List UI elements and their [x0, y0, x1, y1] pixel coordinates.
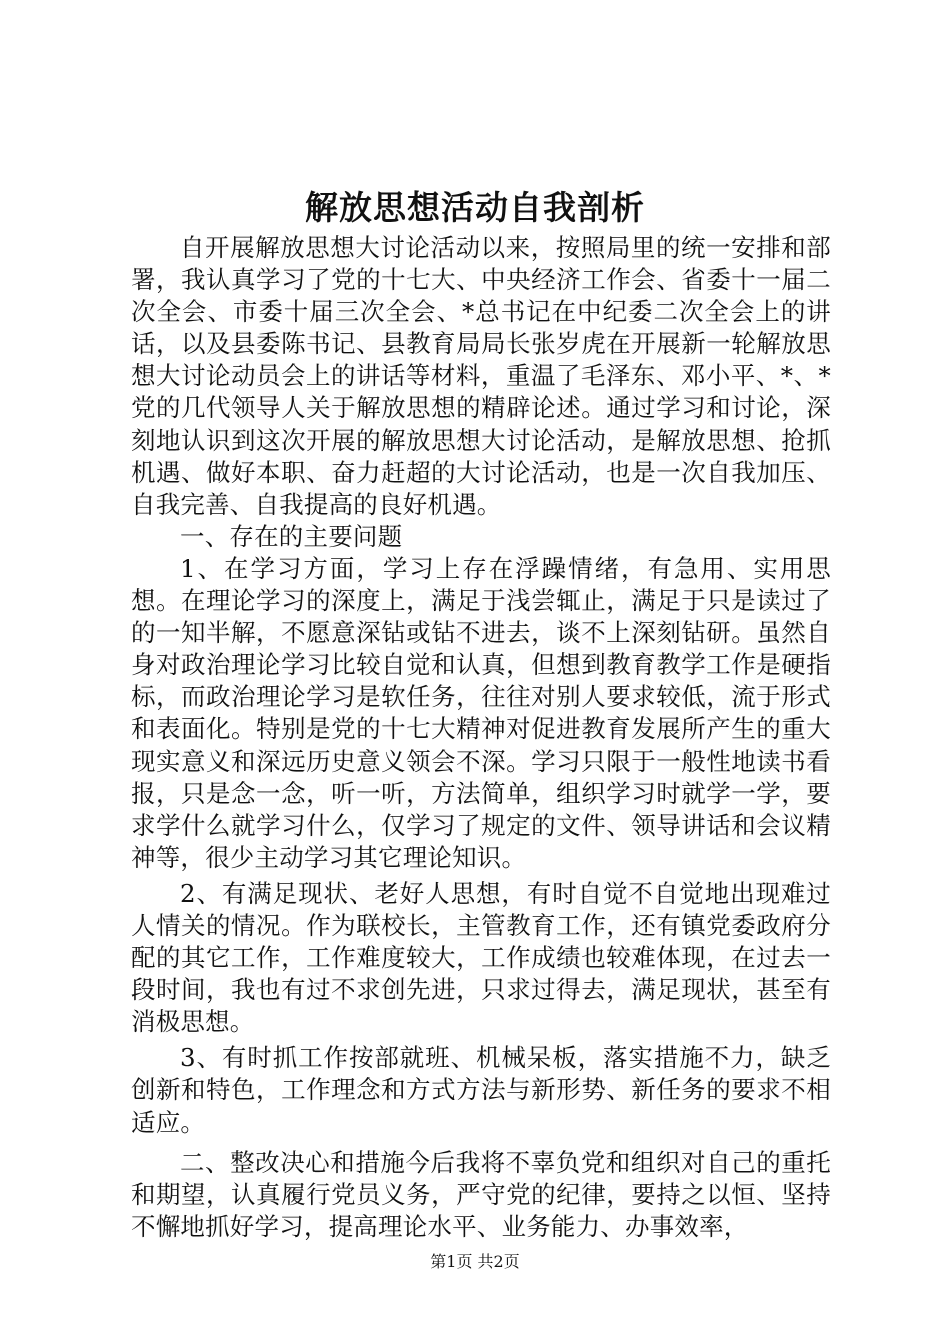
problem-paragraph-1: 1、在学习方面，学习上存在浮躁情绪，有急用、实用思想。在理论学习的深度上，满足于浅尝辄止，满足于只是读过了的一知半解，不愿意深钻或钻不进去，谈不上深刻钻研。虽然自身对政治理论学习比较自觉和认真，但想到教育教学工作是硬指标，而政治理论学习是软任务，往往对别人要求较低，流于形式和表面化。特别是党的十七大精神对促进教育发展所产生的重大现实意义和深远历史意义领会不深。学习只限于一般性地读书看报，只是念一念，听一听，方法简单，组织学习时就学一学，要求学什么就学习什么，仅学习了规定的文件、领导讲话和会议精神等，很少主动学习其它理论知识。: [131, 553, 831, 872]
page-indicator: 第1页 共2页: [430, 1252, 520, 1271]
problem-paragraph-3: 3、有时抓工作按部就班、机械呆板，落实措施不力，缺乏创新和特色，工作理念和方式方法与新形势、新任务的要求不相适应。: [131, 1043, 831, 1137]
problem-paragraph-2: 2、有满足现状、老好人思想，有时自觉不自觉地出现难过人情关的情况。作为联校长，主管教育工作，还有镇党委政府分配的其它工作，工作难度较大，工作成绩也较难体现，在过去一段时间，我也有过不求创先进，只求过得去，满足现状，甚至有消极思想。: [131, 878, 831, 1037]
intro-paragraph: 自开展解放思想大讨论活动以来，按照局里的统一安排和部署，我认真学习了党的十七大、中央经济工作会、省委十一届二次全会、市委十届三次全会、*总书记在中纪委二次全会上的讲话，以及县委陈书记、县教育局局长张岁虎在开展新一轮解放思想大讨论动员会上的讲话等材料，重温了毛泽东、邓小平、*、*党的几代领导人关于解放思想的精辟论述。通过学习和讨论，深刻地认识到这次开展的解放思想大讨论活动，是解放思想、抢抓机遇、做好本职、奋力赶超的大讨论活动，也是一次自我加压、自我完善、自我提高的良好机遇。: [131, 233, 831, 519]
document-body: [131, 232, 831, 1243]
section-heading-problems: 一、存在的主要问题: [180, 521, 403, 551]
rectification-paragraph: 二、整改决心和措施今后我将不辜负党和组织对自己的重托和期望，认真履行党员义务，严守党的纪律，要持之以恒、坚持不懈地抓好学习，提高理论水平、业务能力、办事效率，: [131, 1147, 831, 1241]
document-title: 解放思想活动自我剖析: [305, 188, 645, 227]
